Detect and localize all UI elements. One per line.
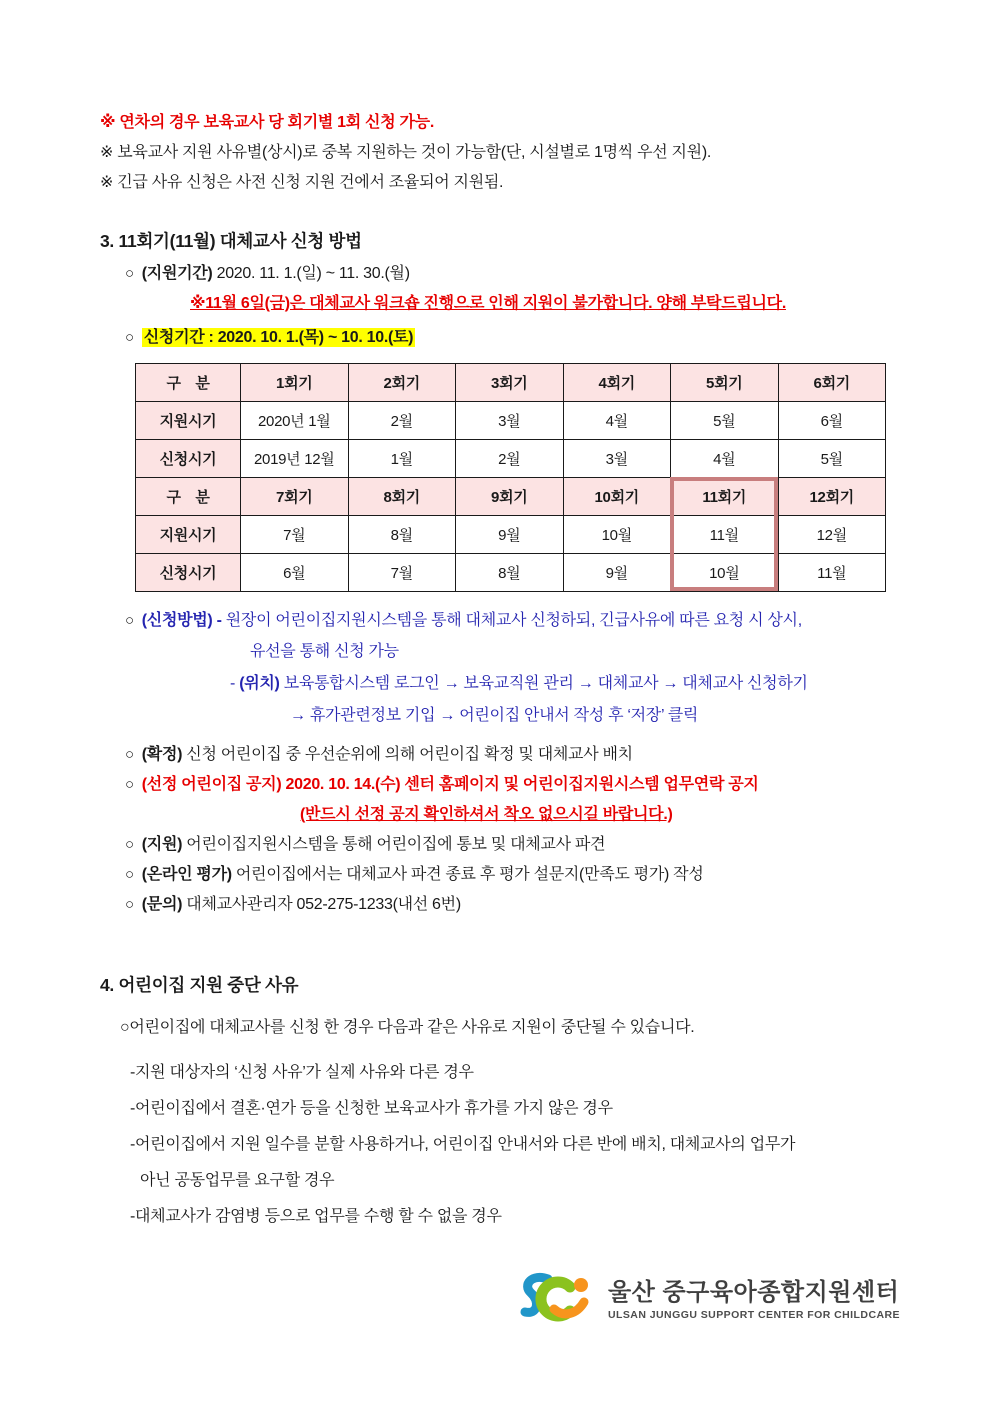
reasons-list	[100, 1055, 902, 1235]
row-label-cell: 지원시기	[136, 516, 241, 554]
table-header-cell: 5회기	[671, 364, 779, 402]
table-header-cell: 9회기	[456, 478, 564, 516]
table-row	[136, 364, 886, 402]
announce-line	[125, 770, 902, 800]
table-cell: 5월	[671, 402, 779, 440]
confirm-line	[125, 740, 902, 770]
note-urgent-reason: ※ 긴급 사유 신청은 사전 신청 지원 건에서 조율되어 지원됨.	[100, 174, 504, 191]
table-cell: 10월	[563, 516, 671, 554]
reason-item: -대체교사가 감염병 등으로 업무를 수행 할 수 없을 경우	[130, 1208, 502, 1225]
table-cell: 1월	[348, 440, 456, 478]
center-name-english: ULSAN JUNGGU SUPPORT CENTER FOR CHILDCARE	[607, 1309, 900, 1321]
table-header-cell: 6회기	[778, 364, 886, 402]
table-cell: 2020년 1월	[241, 402, 349, 440]
location-label: (위치)	[239, 675, 280, 692]
table-cell: 3월	[563, 440, 671, 478]
table-cell: 9월	[563, 554, 671, 592]
request-period-line	[125, 323, 902, 353]
note-annual-leave: ※ 연차의 경우 보육교사 당 회기별 1회 신청 가능.	[100, 114, 434, 131]
table-cell: 8월	[348, 516, 456, 554]
table-cell: 10월	[671, 554, 779, 592]
table-header-cell: 1회기	[241, 364, 349, 402]
table-header-cell: 4회기	[563, 364, 671, 402]
table-row	[136, 478, 886, 516]
confirm-text: 신청 어린이집 중 우선순위에 의해 어린이집 확정 및 대체교사 배치	[186, 746, 633, 763]
circle-bullet-icon: ○	[125, 265, 134, 282]
footer-logo	[100, 1263, 902, 1330]
circle-bullet-icon: ○	[125, 746, 134, 763]
method-text1: 원장이 어린이집지원시스템을 통해 대체교사 신청하되, 긴급사유에 따른 요청 시 상시,	[225, 612, 802, 629]
contact-line	[125, 890, 902, 920]
location-text1: 보육통합시스템 로그인 → 보육교직원 관리 → 대체교사 → 대체교사 신청하기	[283, 675, 808, 692]
schedule-table	[135, 363, 886, 592]
table-header-cell: 2회기	[348, 364, 456, 402]
apply-period-text: 2020. 11. 1.(일) ~ 11. 30.(월)	[216, 265, 410, 282]
table-cell: 2월	[348, 402, 456, 440]
apply-period-line	[125, 259, 902, 289]
table-cell: 11월	[671, 516, 779, 554]
center-logo-icon	[518, 1263, 596, 1330]
circle-bullet-icon: ○	[125, 329, 134, 346]
circle-bullet-icon: ○	[125, 866, 134, 883]
announce-text: 2020. 10. 14.(수) 센터 홈페이지 및 어린이집지원시스템 업무연락 공지	[285, 776, 759, 793]
table-cell: 7월	[348, 554, 456, 592]
table-row	[136, 554, 886, 592]
row-label-cell: 신청시기	[136, 440, 241, 478]
dispatch-line	[125, 830, 902, 860]
table-row	[136, 516, 886, 554]
location-text2: → 휴가관련정보 기입 → 어린이집 안내서 작성 후 ‘저장’ 클릭	[290, 707, 699, 724]
request-period-text: 신청기간 : 2020. 10. 1.(목) ~ 10. 10.(토)	[143, 329, 414, 346]
table-cell: 12월	[778, 516, 886, 554]
evaluation-text: 어린이집에서는 대체교사 파견 종료 후 평가 설문지(만족도 평가) 작성	[235, 866, 704, 883]
table-cell: 6월	[241, 554, 349, 592]
table-cell: 8월	[456, 554, 564, 592]
reason-item: -지원 대상자의 ‘신청 사유’가 실제 사유와 다른 경우	[130, 1064, 474, 1081]
dispatch-label: (지원)	[141, 836, 183, 853]
row-label-cell: 지원시기	[136, 402, 241, 440]
table-cell: 2019년 12월	[241, 440, 349, 478]
circle-bullet-icon: ○	[125, 836, 134, 853]
table-header-cell: 구 분	[136, 364, 241, 402]
contact-text: 대체교사관리자 052-275-1233(내선 6번)	[186, 896, 461, 913]
table-header-cell: 3회기	[456, 364, 564, 402]
method-label: (신청방법) -	[141, 612, 222, 629]
table-header-cell: 10회기	[563, 478, 671, 516]
method-block	[100, 606, 902, 732]
row-label-cell: 신청시기	[136, 554, 241, 592]
location-dash: -	[230, 675, 236, 692]
section4-intro: ○어린이집에 대체교사를 신청 한 경우 다음과 같은 사유로 지원이 중단될 수 있습니다.	[120, 1019, 695, 1036]
table-header-cell: 12회기	[778, 478, 886, 516]
table-row	[136, 402, 886, 440]
method-location-line	[230, 668, 902, 700]
table-cell: 3월	[456, 402, 564, 440]
items-block	[100, 740, 902, 920]
schedule-table-wrap	[135, 363, 885, 592]
apply-period-label: (지원기간)	[141, 265, 213, 282]
table-header-cell: 7회기	[241, 478, 349, 516]
table-cell: 9월	[456, 516, 564, 554]
confirm-label: (확정)	[141, 746, 183, 763]
table-header-cell-session11: 11회기	[671, 478, 779, 516]
note-duplicate-support: ※ 보육교사 지원 사유별(상시)로 중복 지원하는 것이 가능함(단, 시설별로 1명씩 우선 지원).	[100, 144, 712, 161]
contact-label: (문의)	[141, 896, 183, 913]
table-header-cell: 8회기	[348, 478, 456, 516]
announce-label: (선정 어린이집 공지)	[141, 776, 282, 793]
section3-heading: 3. 11회기(11월) 대체교사 신청 방법	[100, 231, 362, 251]
workshop-notice: ※11월 6일(금)은 대체교사 워크숍 진행으로 인해 지원이 불가합니다. 양해 부탁드립니다.	[190, 295, 786, 312]
table-cell: 5월	[778, 440, 886, 478]
table-cell: 4월	[671, 440, 779, 478]
table-cell: 6월	[778, 402, 886, 440]
table-cell: 11월	[778, 554, 886, 592]
dispatch-text: 어린이집지원시스템을 통해 어린이집에 통보 및 대체교사 파견	[186, 836, 606, 853]
circle-bullet-icon: ○	[125, 612, 134, 629]
table-cell: 4월	[563, 402, 671, 440]
announce-note: (반드시 선정 공지 확인하셔서 착오 없으시길 바랍니다.)	[300, 806, 673, 823]
table-cell: 7월	[241, 516, 349, 554]
method-line1	[125, 606, 902, 636]
table-row	[136, 440, 886, 478]
table-cell: 2월	[456, 440, 564, 478]
center-logo-text	[608, 1272, 900, 1321]
circle-bullet-icon: ○	[125, 776, 134, 793]
evaluation-line	[125, 860, 902, 890]
circle-bullet-icon: ○	[125, 896, 134, 913]
method-text2: 유선을 통해 신청 가능	[250, 643, 399, 660]
reason-item: -어린이집에서 지원 일수를 분할 사용하거나, 어린이집 안내서와 다른 반에 배치, 대체교사의 업무가	[130, 1136, 796, 1153]
center-name-korean: 울산 중구육아종합지원센터	[607, 1279, 900, 1306]
evaluation-label: (온라인 평가)	[141, 866, 232, 883]
section4-heading: 4. 어린이집 지원 중단 사유	[100, 975, 299, 995]
reason-item-continuation: 아닌 공동업무를 요구할 경우	[140, 1172, 335, 1189]
table-header-cell: 구 분	[136, 478, 241, 516]
reason-item: -어린이집에서 결혼·연가 등을 신청한 보육교사가 휴가를 가지 않은 경우	[130, 1100, 613, 1117]
